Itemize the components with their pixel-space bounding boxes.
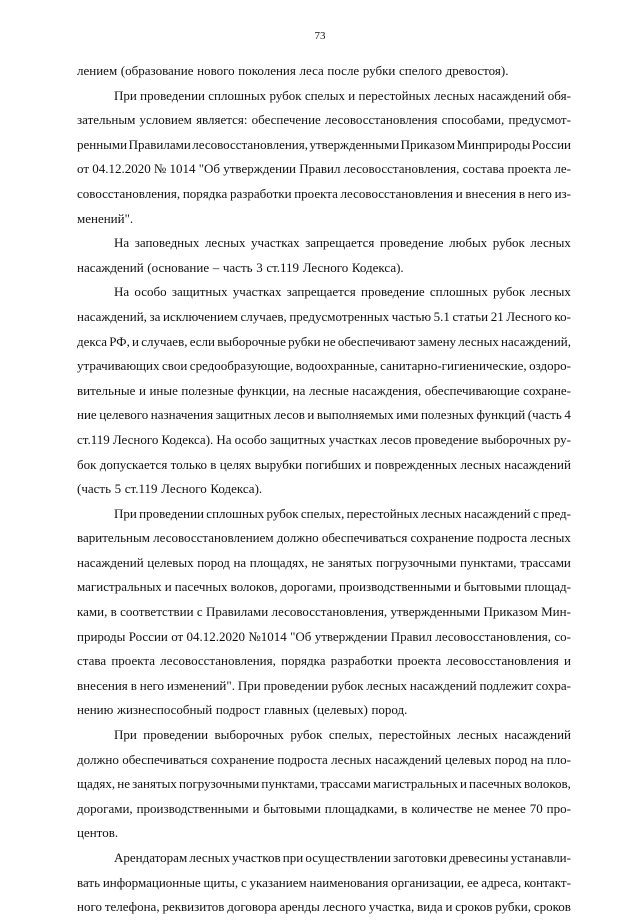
text-line: варительным лесовосстановлением должно обеспечиваться сохранение подроста лесных bbox=[77, 530, 571, 546]
text-line: лением (образование нового поколения леса после рубки спелого древостоя). bbox=[77, 63, 509, 78]
text-line: ками, в соответствии с Правилами лесовосстановления, утвержденными Приказом Мин- bbox=[77, 604, 571, 620]
text-line: природы России от 04.12.2020 №1014 "Об утверждении Правил лесовосстановления, со- bbox=[77, 628, 571, 644]
text-line: ренными Правилами лесовосстановления, утвержденными Приказом Минприроды России bbox=[77, 136, 571, 152]
text-line: должно обеспечиваться сохранение подроста лесных насаждений целевых пород на пло- bbox=[77, 751, 571, 767]
text-line: Арендаторам лесных участков при осуществлении заготовки древесины устанавли- bbox=[114, 850, 571, 865]
text-line: При проведении сплошных рубок спелых, перестойных лесных насаждений с пред- bbox=[114, 505, 571, 521]
text-line: ного телефона, реквизитов договора аренды лесного участка, вида и сроков рубки, сроков bbox=[77, 899, 571, 915]
text-line: (часть 5 ст.119 Лесного Кодекса). bbox=[77, 481, 263, 497]
text-line: вительные и иные полезные функции, на лесные насаждения, обеспечивающие сохране- bbox=[77, 382, 571, 398]
text-line: дорогами, производственными и бытовыми площадками, в количестве не менее 70 про- bbox=[77, 800, 571, 816]
text-line: насаждений целевых пород на площадях, не занятых погрузочными пунктами, трассами bbox=[77, 554, 571, 570]
text-line: бок допускается только в целях вырубки погибших и поврежденных лесных насаждений bbox=[77, 456, 571, 472]
text-line: щадях, не занятых погрузочными пунктами, трассами магистральных и пасечных волоков, bbox=[77, 776, 571, 792]
text-line: менений". bbox=[77, 210, 134, 226]
text-line: При проведении выборочных рубок спелых, перестойных лесных насаждений bbox=[114, 727, 571, 743]
text-line: ст.119 Лесного Кодекса). На особо защитных участках лесов проведение выборочных ру- bbox=[77, 431, 571, 447]
text-line: насаждений (основание – часть 3 ст.119 Лесного Кодекса). bbox=[77, 259, 404, 275]
text-line: става проекта лесовосстановления, порядка разработки проекта лесовосстановления и bbox=[77, 653, 571, 669]
text-line: При проведении сплошных рубок спелых и перестойных лесных насаждений обя- bbox=[114, 87, 571, 103]
text-line: декса РФ, и случаев, если выборочные рубки не обеспечивают замену лесных насаждений, bbox=[77, 333, 571, 349]
text-line: вать информационные щиты, с указанием наименования организации, ее адреса, контакт- bbox=[77, 874, 571, 890]
text-line: насаждений, за исключением случаев, предусмотренных частью 5.1 статьи 21 Лесного ко- bbox=[77, 308, 571, 324]
text-line: ние целевого назначения защитных лесов и выполняемых ими полезных функций (часть 4 bbox=[77, 407, 571, 423]
text-line: совосстановления, порядка разработки проекта лесовосстановления и внесения в него из- bbox=[77, 185, 571, 201]
text-line: от 04.12.2020 № 1014 "Об утверждении Правил лесовосстановления, состава проекта ле- bbox=[77, 161, 571, 177]
text-line: магистральных и пасечных волоков, дорогами, производственными и бытовыми площад- bbox=[77, 579, 571, 595]
page-number: 73 bbox=[314, 30, 326, 42]
text-line: На заповедных лесных участках запрещается проведение любых рубок лесных bbox=[114, 235, 571, 251]
text-line: На особо защитных участках запрещается проведение сплошных рубок лесных bbox=[114, 284, 571, 300]
text-line: центов. bbox=[77, 825, 119, 841]
text-line: нению жизнеспособный подрост главных (целевых) пород. bbox=[77, 702, 408, 718]
text-line: зательным условием является: обеспечение лесовосстановления способами, предусмот- bbox=[77, 112, 571, 128]
text-line: внесения в него изменений". При проведении рубок лесных насаждений подлежит сохра- bbox=[77, 677, 571, 693]
text-line: утрачивающих свои средообразующие, водоохранные, санитарно-гигиенические, оздоро- bbox=[77, 358, 571, 374]
body-text bbox=[77, 59, 571, 920]
